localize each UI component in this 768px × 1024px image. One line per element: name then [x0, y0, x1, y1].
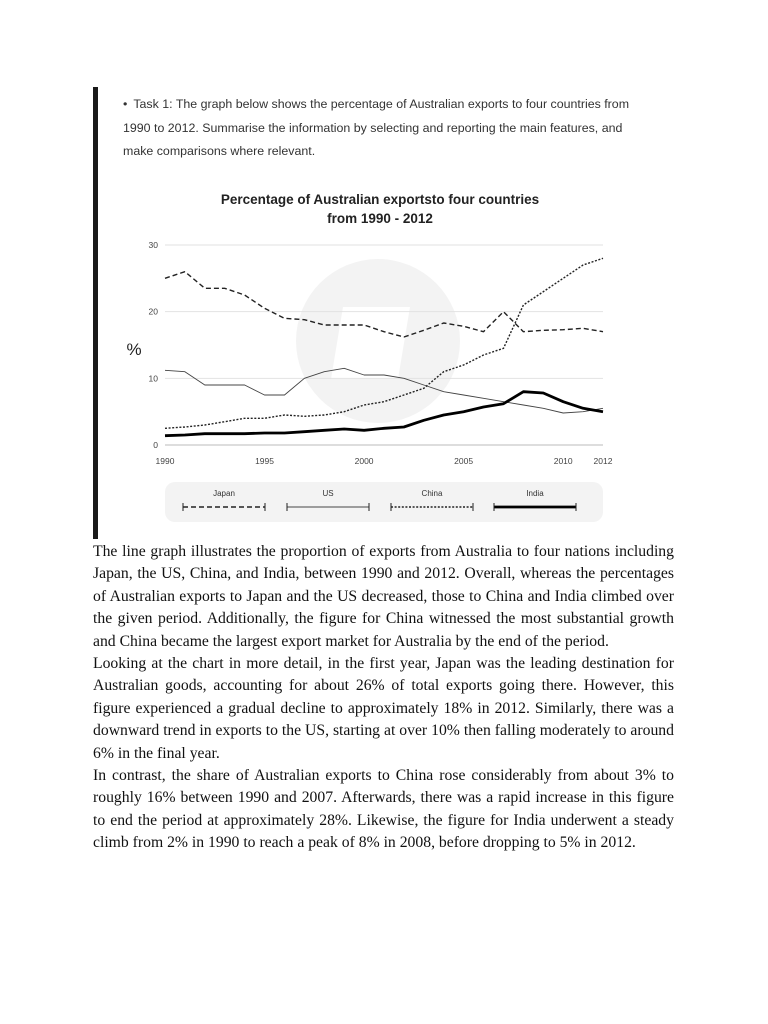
- task-bullet: •: [123, 97, 128, 111]
- x-tick-label: 1995: [255, 456, 275, 466]
- legend: [165, 482, 603, 522]
- x-tick-label: 2010: [553, 456, 573, 466]
- legend-label-india: India: [526, 489, 544, 498]
- chart-title-line-1: Percentage of Australian exportsto four countries: [220, 192, 540, 207]
- y-tick-label: 10: [148, 373, 158, 384]
- y-tick-label: 20: [148, 306, 158, 317]
- x-tick-label: 2005: [454, 456, 474, 466]
- legend-label-us: US: [322, 489, 334, 498]
- task-text: Task 1: The graph below shows the percentage of Australian exports to four countries from 1990 to 2012. Summarise the information by selecting and reporting the main features, and make comparisons where relevant.: [123, 97, 630, 158]
- line-chart: [98, 87, 653, 539]
- legend-label-japan: Japan: [213, 489, 235, 498]
- y-tick-label: 30: [148, 240, 158, 250]
- y-tick-label: 0: [153, 440, 158, 450]
- essay-text: [93, 541, 674, 855]
- legend-label-china: China: [421, 489, 443, 498]
- chart-title-line-2: from 1990 - 2012: [327, 211, 433, 226]
- figure-panel: [93, 87, 653, 539]
- essay-paragraph-3: In contrast, the share of Australian exports to China rose considerably from about 3% to roughly 16% between 1990 and 2007. Afterwards, there was a rapid increase in this figure to end the period at approximately 28%. Likewise, the figure for India underwent a steady climb from 2% in 1990 to reach a peak of 8% in 2008, before dropping to 5% in 2012.: [93, 767, 674, 852]
- essay-paragraph-1: The line graph illustrates the proportion of exports from Australia to four nations including Japan, the US, China, and India, between 1990 and 2012. Overall, whereas the percentages of Australian exports to Japan and the US decreased, those to China and India climbed over the given period. Additionally, the figure for China witnessed the most substantial growth and China became the largest export market for Australia by the end of the period.: [93, 543, 674, 650]
- y-axis-label: %: [126, 340, 142, 359]
- x-tick-label: 2000: [354, 456, 374, 466]
- watermark-logo: [296, 259, 460, 423]
- x-tick-label: 1990: [155, 456, 175, 466]
- essay-paragraph-2: Looking at the chart in more detail, in the first year, Japan was the leading destination for Australian goods, accounting for about 26% of total exports going there. However, this figure experienced a gradual decline to approximately 18% in 2012. Similarly, there was a downward trend in exports to the US, starting at over 10% then falling moderately to around 6% in the final year.: [93, 655, 674, 762]
- x-tick-label: 2012: [593, 456, 613, 466]
- legend-box: [165, 482, 603, 522]
